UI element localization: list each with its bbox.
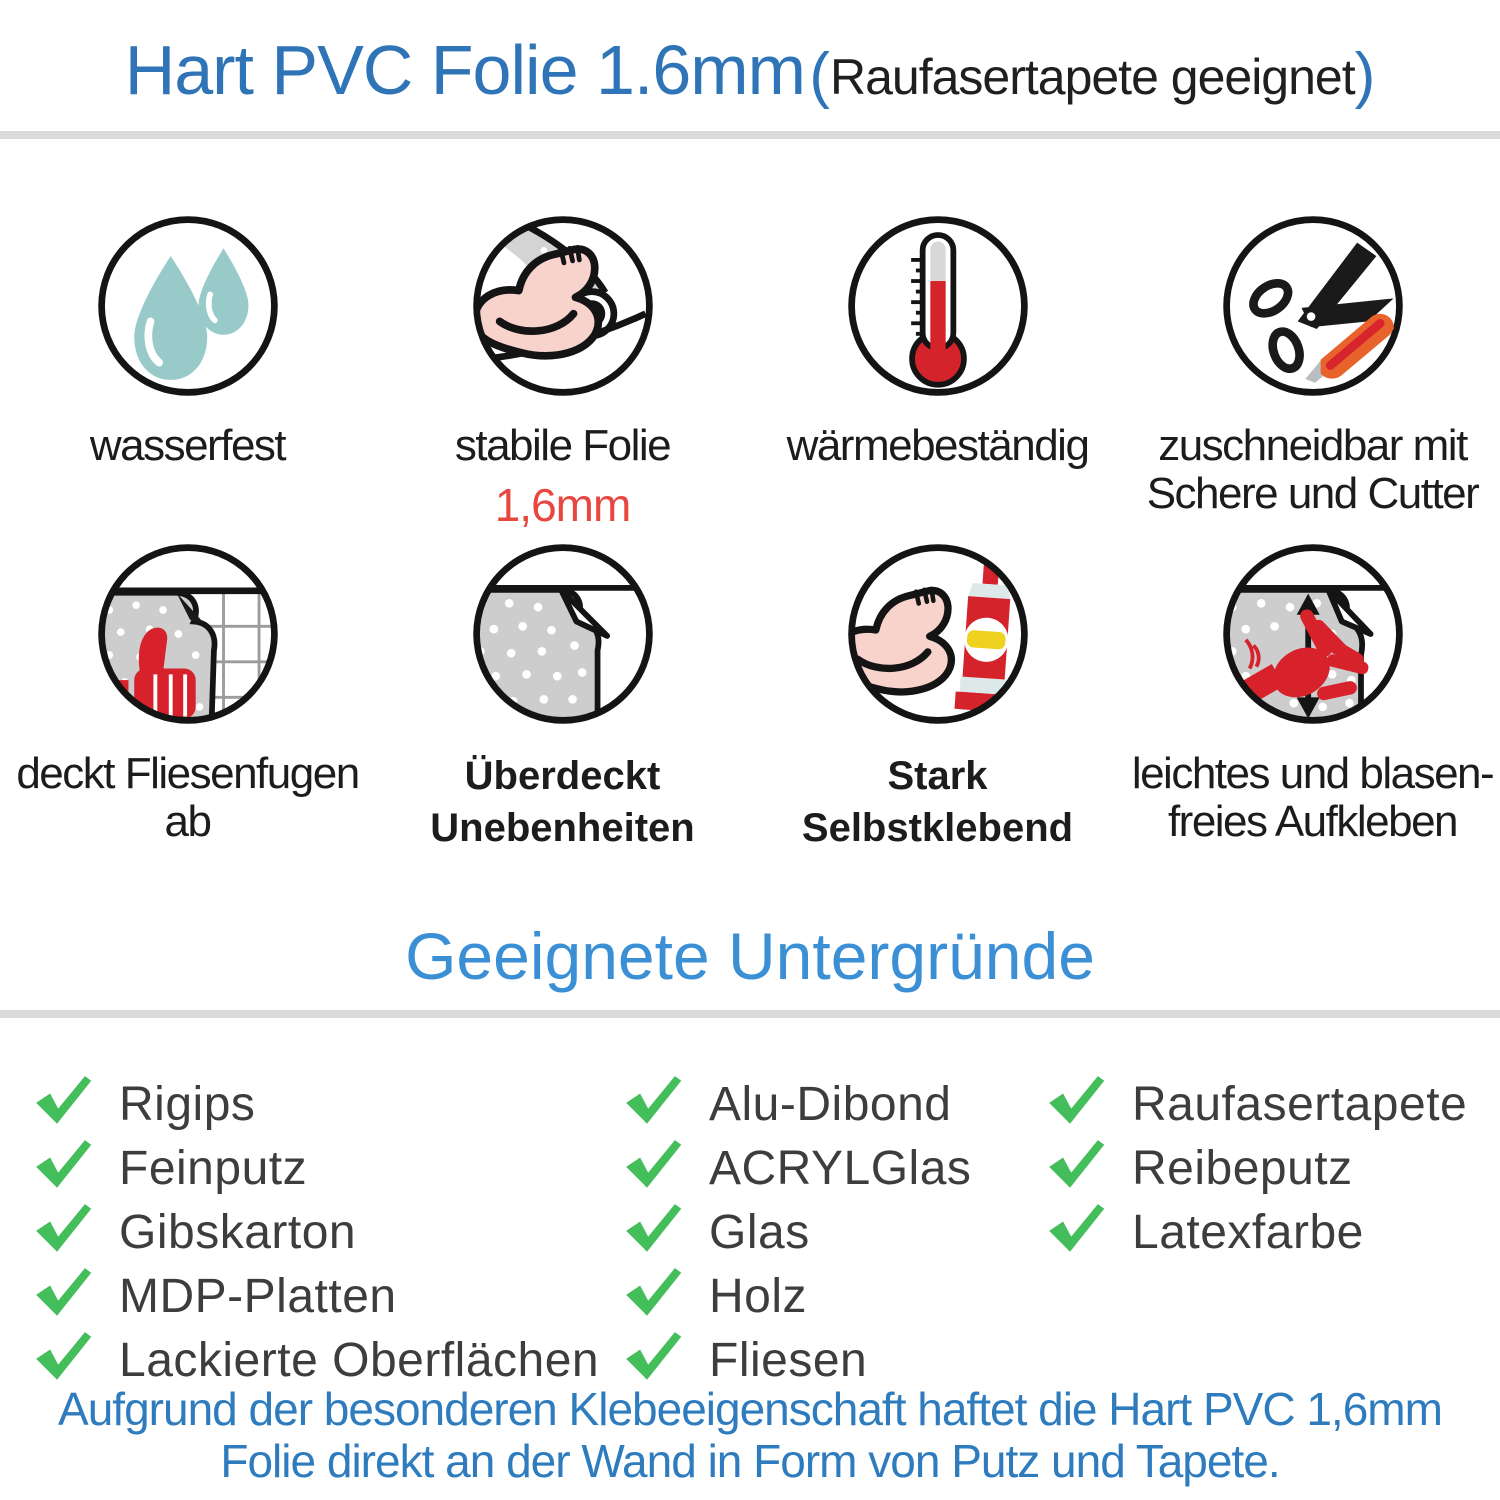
substrate-label: Alu-Dibond: [709, 1077, 952, 1131]
substrate-label: Raufasertapete: [1132, 1077, 1468, 1131]
substrate-label: MDP-Platten: [119, 1269, 397, 1323]
substrate-label: Holz: [709, 1269, 808, 1323]
scissors-cutter-icon: [1217, 210, 1409, 402]
feature-label: wärmebeständig: [786, 421, 1089, 470]
check-icon: [625, 1139, 683, 1197]
feature-label-line2: Schere und Cutter: [1146, 469, 1479, 519]
check-icon: [625, 1075, 683, 1133]
flexed-arm-foil-icon: [467, 210, 659, 402]
feature-label: wasserfest: [89, 421, 286, 470]
substrate-label: Reibeputz: [1132, 1141, 1353, 1195]
substrate-item: [1048, 1136, 1467, 1200]
check-icon: [1048, 1203, 1106, 1261]
substrate-label: Lackierte Oberflächen: [119, 1333, 600, 1387]
substrate-label: Feinputz: [119, 1141, 308, 1195]
check-icon: [625, 1267, 683, 1325]
feature-label-line1: leichtes und blasen-: [1131, 749, 1494, 798]
substrate-item: [625, 1072, 971, 1136]
substrate-column-3: [1048, 1072, 1467, 1264]
check-icon: [625, 1203, 683, 1261]
substrate-item: [35, 1072, 599, 1136]
substrate-label: Rigips: [119, 1077, 256, 1131]
page-title-note: Raufasertapete geeignet: [829, 49, 1355, 105]
check-icon: [35, 1203, 93, 1261]
feature-stable-foil: [375, 210, 750, 538]
check-icon: [35, 1139, 93, 1197]
footer-note: [0, 1383, 1500, 1487]
feature-grid: [0, 210, 1500, 866]
check-icon: [625, 1331, 683, 1389]
substrate-item: [625, 1264, 971, 1328]
foil-overlap-icon: [467, 538, 659, 730]
water-drops-icon: [92, 210, 284, 402]
substrate-item: [1048, 1072, 1467, 1136]
check-icon: [35, 1075, 93, 1133]
divider: [0, 1010, 1500, 1018]
feature-heat-resistant: [750, 210, 1125, 538]
feature-label-line2: Selbstklebend: [801, 806, 1074, 850]
feature-label: stabile Folie: [454, 421, 671, 470]
feature-label-line2: freies Aufkleben: [1167, 797, 1458, 847]
substrate-item: [35, 1136, 599, 1200]
page-title: [0, 30, 1500, 111]
substrate-item: [1048, 1200, 1467, 1264]
feature-cuttable: [1125, 210, 1500, 538]
thermometer-icon: [842, 210, 1034, 402]
feature-label-line1: zuschneidbar mit: [1158, 421, 1467, 470]
feature-label: [430, 750, 694, 854]
feature-self-adhesive: [750, 538, 1125, 866]
feature-label-line2: Unebenheiten: [430, 806, 695, 850]
check-icon: [35, 1331, 93, 1389]
substrate-item: [625, 1136, 971, 1200]
title-paren-open: (: [809, 41, 830, 110]
feature-covers-tile-joints: [0, 538, 375, 866]
footer-note-line2: Folie direkt an der Wand in Form von Putz und Tapete.: [220, 1435, 1280, 1487]
feature-label-line1: Stark: [887, 754, 988, 798]
feature-label: [1132, 750, 1493, 847]
substrate-item: [35, 1264, 599, 1328]
flexed-arm-glue-icon: [842, 538, 1034, 730]
check-icon: [1048, 1075, 1106, 1133]
check-icon: [35, 1267, 93, 1325]
substrate-label: Fliesen: [709, 1333, 868, 1387]
hand-press-foil-icon: [1217, 538, 1409, 730]
page-title-main: Hart PVC Folie 1.6mm: [124, 31, 805, 109]
divider: [0, 131, 1500, 139]
feature-thickness-label: 1,6mm: [494, 479, 631, 532]
substrate-label: Latexfarbe: [1132, 1205, 1364, 1259]
footer-note-line1: Aufgrund der besonderen Klebeeigenschaft haftet die Hart PVC 1,6mm: [58, 1383, 1442, 1435]
check-icon: [1048, 1139, 1106, 1197]
feature-label: [802, 750, 1073, 854]
thumbs-up-tiles-icon: [92, 538, 284, 730]
substrate-item: [35, 1200, 599, 1264]
substrate-label: ACRYLGlas: [709, 1141, 972, 1195]
substrate-column-1: [35, 1072, 599, 1392]
substrate-item: [625, 1200, 971, 1264]
feature-waterproof: [0, 210, 375, 538]
feature-bubble-free: [1125, 538, 1500, 866]
feature-covers-unevenness: [375, 538, 750, 866]
title-paren-close: ): [1354, 41, 1376, 110]
feature-label: deckt Fliesenfugen ab: [16, 749, 359, 847]
substrate-column-2: [625, 1072, 971, 1392]
feature-label: [1147, 422, 1479, 519]
substrate-label: Glas: [709, 1205, 810, 1259]
substrate-label: Gibskarton: [119, 1205, 357, 1259]
feature-label-line1: Überdeckt: [464, 754, 661, 798]
substrates-heading: Geeignete Untergründe: [405, 919, 1095, 993]
